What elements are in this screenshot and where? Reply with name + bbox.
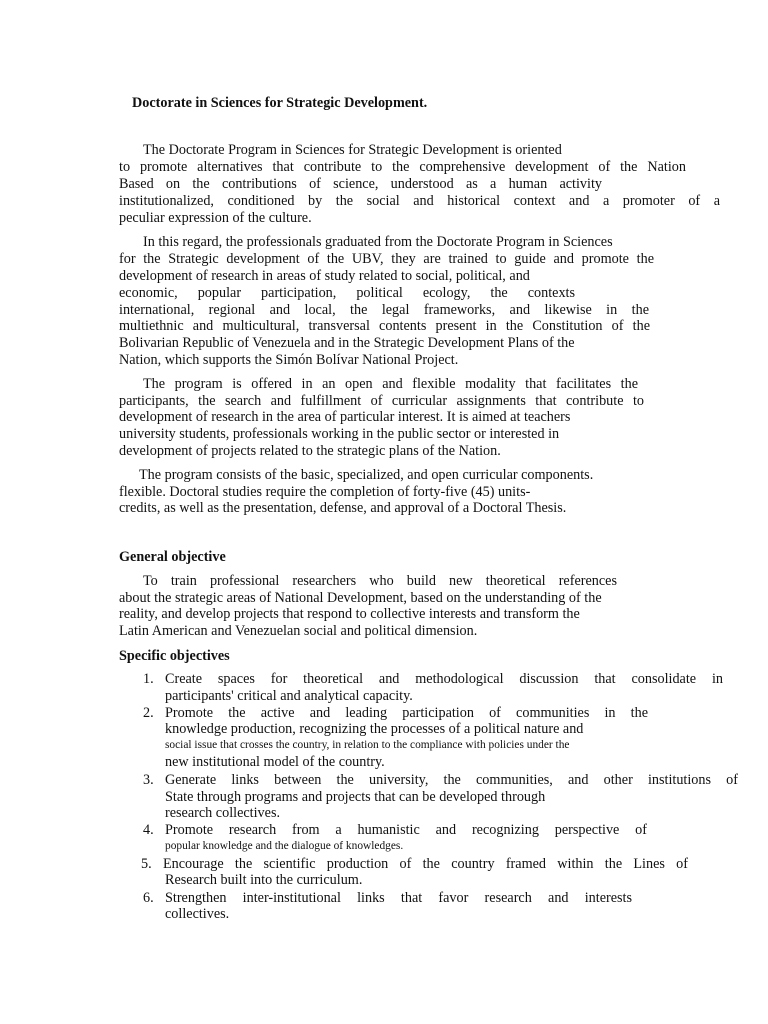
text-line: Promote research from a humanistic and recognizing perspective of bbox=[165, 822, 647, 838]
text-line: participants' critical and analytical capacity. bbox=[165, 688, 413, 704]
text-line: economic, popular participation, political ecology, the contexts bbox=[119, 285, 575, 301]
text-line: research collectives. bbox=[165, 805, 281, 821]
text-line: knowledge production, recognizing the processes of a political nature and bbox=[165, 721, 584, 737]
text-line: collectives. bbox=[165, 906, 230, 922]
text-line: flexible. Doctoral studies require the completion of forty-five (45) units- bbox=[119, 484, 531, 500]
text-line: social issue that crosses the country, in relation to the compliance with policies under the bbox=[165, 739, 570, 751]
text-line: popular knowledge and the dialogue of knowledges. bbox=[165, 840, 404, 852]
text-line: international, regional and local, the legal frameworks, and likewise in the bbox=[119, 302, 649, 318]
text-line: to promote alternatives that contribute to the comprehensive development of the Nation bbox=[119, 159, 686, 175]
text-line: new institutional model of the country. bbox=[165, 754, 385, 770]
text-line: Research built into the curriculum. bbox=[165, 872, 363, 888]
document-title: Doctorate in Sciences for Strategic Development. bbox=[132, 95, 428, 111]
text-line: Latin American and Venezuelan social and political dimension. bbox=[119, 623, 478, 639]
text-line: Create spaces for theoretical and methodological discussion that consolidate in bbox=[165, 671, 723, 687]
text-line: The program consists of the basic, specialized, and open curricular components. bbox=[139, 467, 594, 483]
list-item-number: 2. bbox=[143, 705, 154, 721]
text-line: To train professional researchers who build new theoretical references bbox=[143, 573, 617, 589]
text-line: The program is offered in an open and flexible modality that facilitates the bbox=[143, 376, 638, 392]
text-line: development of research in areas of study related to social, political, and bbox=[119, 268, 530, 284]
section-heading-specific-objectives: Specific objectives bbox=[119, 648, 230, 664]
text-line: institutionalized, conditioned by the social and historical context and a promoter of a bbox=[119, 193, 720, 209]
text-line: development of projects related to the strategic plans of the Nation. bbox=[119, 443, 501, 459]
text-line: Strengthen inter-institutional links that favor research and interests bbox=[165, 890, 632, 906]
text-line: credits, as well as the presentation, defense, and approval of a Doctoral Thesis. bbox=[119, 500, 567, 516]
text-line: about the strategic areas of National Development, based on the understanding of the bbox=[119, 590, 602, 606]
text-line: for the Strategic development of the UBV, they are trained to guide and promote the bbox=[119, 251, 654, 267]
text-line: State through programs and projects that can be developed through bbox=[165, 789, 546, 805]
text-line: Nation, which supports the Simón Bolívar National Project. bbox=[119, 352, 459, 368]
text-line: reality, and develop projects that respond to collective interests and transform the bbox=[119, 606, 580, 622]
section-heading-general-objective: General objective bbox=[119, 549, 226, 565]
list-item-number: 6. bbox=[143, 890, 154, 906]
text-line: university students, professionals working in the public sector or interested in bbox=[119, 426, 560, 442]
text-line: multiethnic and multicultural, transversal contents present in the Constitution of the bbox=[119, 318, 650, 334]
text-line: Bolivarian Republic of Venezuela and in the Strategic Development Plans of the bbox=[119, 335, 575, 351]
list-item-number: 5. bbox=[141, 856, 152, 872]
text-line: In this regard, the professionals graduated from the Doctorate Program in Sciences bbox=[143, 234, 613, 250]
list-item-number: 3. bbox=[143, 772, 154, 788]
list-item-number: 1. bbox=[143, 671, 154, 687]
text-line: Based on the contributions of science, understood as a human activity bbox=[119, 176, 602, 192]
list-item-number: 4. bbox=[143, 822, 154, 838]
text-line: Encourage the scientific production of the country framed within the Lines of bbox=[163, 856, 688, 872]
text-line: The Doctorate Program in Sciences for Strategic Development is oriented bbox=[143, 142, 562, 158]
text-line: development of research in the area of particular interest. It is aimed at teachers bbox=[119, 409, 571, 425]
text-line: peculiar expression of the culture. bbox=[119, 210, 312, 226]
text-line: Generate links between the university, the communities, and other institutions of bbox=[165, 772, 738, 788]
text-line: participants, the search and fulfillment of curricular assignments that contribute to bbox=[119, 393, 644, 409]
text-line: Promote the active and leading participation of communities in the bbox=[165, 705, 648, 721]
